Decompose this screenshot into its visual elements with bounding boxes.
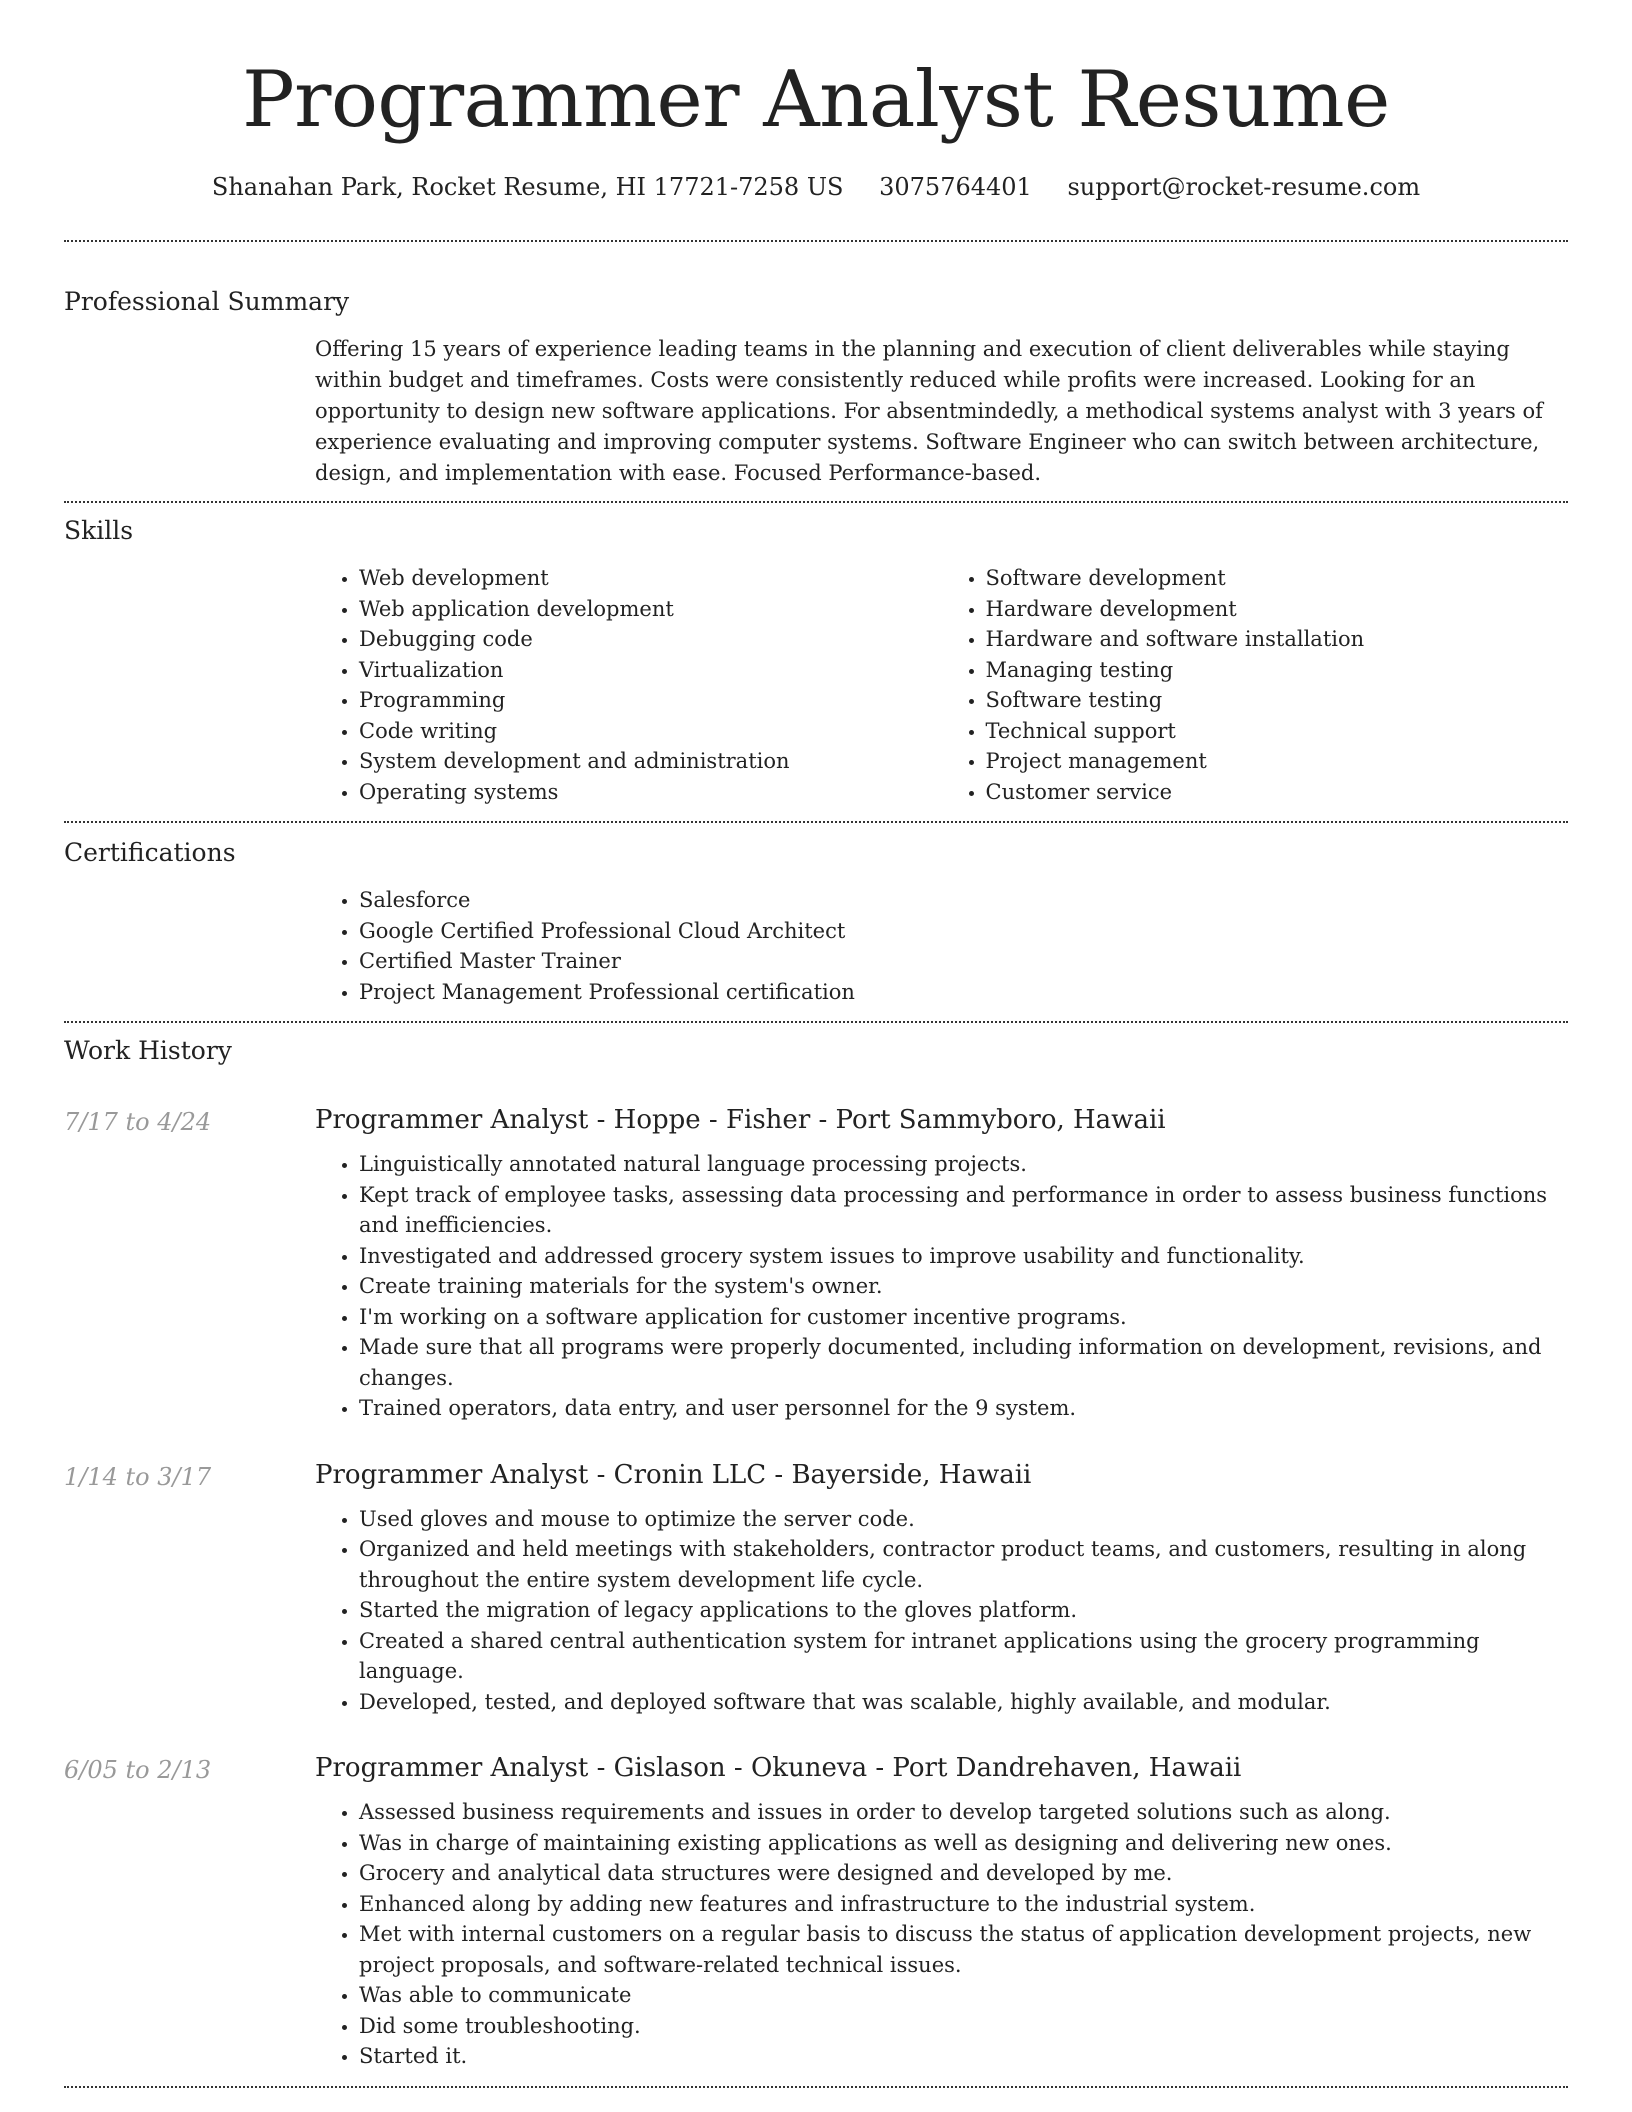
job-details bbox=[315, 1787, 1568, 2072]
job-bullets bbox=[315, 1149, 1568, 1424]
job-bullet: • Did some troubleshooting. bbox=[359, 2011, 1568, 2042]
certification-item: • Salesforce bbox=[359, 885, 1568, 916]
skill-item: • Operating systems bbox=[359, 777, 942, 808]
skill-item: • Web application development bbox=[359, 594, 942, 625]
summary-section bbox=[64, 242, 1568, 501]
skill-item: • Managing testing bbox=[986, 655, 1569, 686]
certification-item: • Project Management Professional certification bbox=[359, 977, 1568, 1008]
job-bullet: • Made sure that all programs were properly documented, including information on development, revisions, and changes. bbox=[359, 1332, 1568, 1393]
skill-item: • Hardware and software installation bbox=[986, 624, 1569, 655]
job-details bbox=[315, 1494, 1568, 1718]
skill-item: • System development and administration bbox=[359, 746, 942, 777]
job-bullet: • Create training materials for the system's owner. bbox=[359, 1271, 1568, 1302]
skill-item: • Virtualization bbox=[359, 655, 942, 686]
job-bullets bbox=[315, 1504, 1568, 1718]
resume-title: Programmer Analyst Resume bbox=[242, 55, 1390, 145]
job-bullet: • Assessed business requirements and issues in order to develop targeted solutions such as along. bbox=[359, 1797, 1568, 1828]
section-heading-work-history: Work History bbox=[64, 1036, 232, 1065]
skills-list-left bbox=[315, 563, 942, 807]
section-heading-summary: Professional Summary bbox=[64, 287, 350, 316]
summary-text: Offering 15 years of experience leading teams in the planning and execution of client deliverables while staying within budget and timeframes. Costs were consistently reduced while profits were increased. Looking for an opportunity to design new software applications. For absentmindedly, a methodical systems analyst with 3 years of experience evaluating and improving computer systems. Software Engineer who can switch between architecture, design, and implementation with ease. Focused Performance-based. bbox=[315, 337, 1543, 485]
job-dates: 6/05 to 2/13 bbox=[64, 1756, 212, 1784]
job-title: Programmer Analyst - Cronin LLC - Bayerside, Hawaii bbox=[315, 1459, 1032, 1490]
job-bullet: • Linguistically annotated natural language processing projects. bbox=[359, 1149, 1568, 1180]
section-heading-skills: Skills bbox=[64, 516, 134, 545]
skill-item: • Code writing bbox=[359, 716, 942, 747]
job-bullet: • Was in charge of maintaining existing applications as well as designing and delivering new ones. bbox=[359, 1828, 1568, 1859]
certification-item: • Certified Master Trainer bbox=[359, 946, 1568, 977]
job-bullet: • Created a shared central authentication system for intranet applications using the grocery programming language. bbox=[359, 1626, 1568, 1687]
job-bullet: • Met with internal customers on a regular basis to discuss the status of application development projects, new project proposals, and software-related technical issues. bbox=[359, 1919, 1568, 1980]
certifications-body bbox=[315, 871, 1568, 1021]
job-bullet: • Organized and held meetings with stakeholders, contractor product teams, and customers, resulting in along throughout the entire system development life cycle. bbox=[359, 1534, 1568, 1595]
certification-item: • Google Certified Professional Cloud Architect bbox=[359, 916, 1568, 947]
skill-item: • Debugging code bbox=[359, 624, 942, 655]
skill-item: • Software development bbox=[986, 563, 1569, 594]
job-entry bbox=[64, 1456, 1568, 1718]
job-bullet: • Grocery and analytical data structures were designed and developed by me. bbox=[359, 1858, 1568, 1889]
skill-item: • Customer service bbox=[986, 777, 1569, 808]
job-bullet: • Started the migration of legacy applications to the gloves platform. bbox=[359, 1595, 1568, 1626]
work-history-section bbox=[64, 1023, 1568, 2086]
job-dates: 7/17 to 4/24 bbox=[64, 1108, 212, 1136]
skills-columns bbox=[315, 549, 1568, 821]
skill-item: • Project management bbox=[986, 746, 1569, 777]
job-bullets bbox=[315, 1797, 1568, 2072]
skills-list-right bbox=[942, 563, 1569, 807]
contact-phone: 3075764401 bbox=[879, 173, 1032, 201]
job-bullet: • Was able to communicate bbox=[359, 1980, 1568, 2011]
job-title: Programmer Analyst - Gislason - Okuneva - Port Dandrehaven, Hawaii bbox=[315, 1753, 1242, 1783]
skills-section bbox=[64, 503, 1568, 821]
skill-item: • Hardware development bbox=[986, 594, 1569, 625]
section-heading-certifications: Certifications bbox=[64, 838, 236, 867]
job-bullet: • Investigated and addressed grocery system issues to improve usability and functionality. bbox=[359, 1241, 1568, 1272]
job-bullet: • Trained operators, data entry, and user personnel for the 9 system. bbox=[359, 1393, 1568, 1424]
divider bbox=[64, 2086, 1568, 2088]
job-details bbox=[315, 1139, 1568, 1424]
job-bullet: • Started it. bbox=[359, 2041, 1568, 2072]
job-bullet: • I'm working on a software application for customer incentive programs. bbox=[359, 1302, 1568, 1333]
contact-line bbox=[64, 170, 1568, 204]
skill-item: • Programming bbox=[359, 685, 942, 716]
certifications-list bbox=[315, 885, 1568, 1007]
job-entry bbox=[64, 1749, 1568, 2072]
job-bullet: • Enhanced along by adding new features and infrastructure to the industrial system. bbox=[359, 1889, 1568, 1920]
skill-item: • Technical support bbox=[986, 716, 1569, 747]
contact-email: support@rocket-resume.com bbox=[1067, 173, 1421, 201]
job-bullet: • Developed, tested, and deployed software that was scalable, highly available, and modular. bbox=[359, 1687, 1568, 1718]
certifications-section bbox=[64, 823, 1568, 1021]
job-entry bbox=[64, 1101, 1568, 1424]
skill-item: • Web development bbox=[359, 563, 942, 594]
job-bullet: • Kept track of employee tasks, assessing data processing and performance in order to assess business functions and inefficiencies. bbox=[359, 1180, 1568, 1241]
resume-page bbox=[64, 0, 1568, 2088]
job-title: Programmer Analyst - Hoppe - Fisher - Port Sammyboro, Hawaii bbox=[315, 1105, 1166, 1135]
skill-item: • Software testing bbox=[986, 685, 1569, 716]
job-bullet: • Used gloves and mouse to optimize the server code. bbox=[359, 1504, 1568, 1535]
contact-address: Shanahan Park, Rocket Resume, HI 17721-7258 US bbox=[211, 173, 844, 201]
job-dates: 1/14 to 3/17 bbox=[64, 1462, 212, 1491]
